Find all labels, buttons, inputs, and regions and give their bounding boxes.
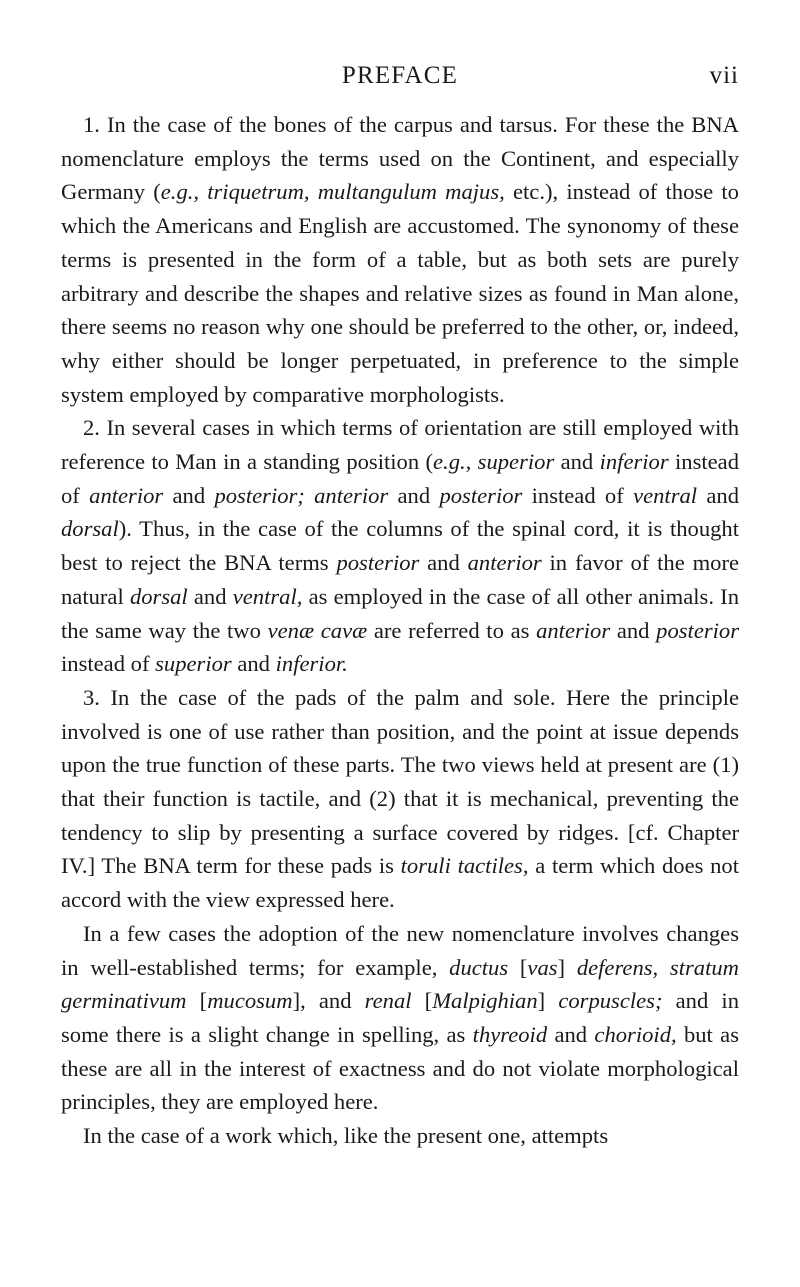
- text-run: instead of: [61, 449, 739, 508]
- text-run: and: [547, 1021, 595, 1047]
- italic-term: deferens, stratum germinativum: [61, 954, 739, 1014]
- text-run: 1. In the case of the bones of the carpus and tarsus. For these the BNA nomenclature employs the terms used on the Continent, and especially Germany (: [61, 112, 739, 205]
- text-run: in favor of the more natural: [61, 550, 739, 609]
- italic-term: posterior: [656, 617, 740, 643]
- book-page: [61, 56, 739, 1153]
- italic-term: posterior; anterior: [214, 482, 389, 508]
- text-run: ). Thus, in the case of the columns of the spinal cord, it is thought best to reject the BNA terms: [61, 516, 739, 576]
- paragraph-present-work: [61, 1119, 739, 1153]
- text-run: ]: [557, 954, 577, 980]
- text-run: instead of: [61, 651, 156, 677]
- italic-term: ventral,: [232, 583, 303, 609]
- italic-term: e.g., triquetrum, multangulum majus,: [160, 179, 505, 205]
- text-run: and: [388, 482, 440, 508]
- italic-term: superior: [155, 651, 232, 677]
- italic-term: posterior: [439, 482, 523, 508]
- text-run: and: [697, 482, 739, 508]
- text-run: In the case of a work which, like the present one, attempts: [83, 1123, 609, 1149]
- text-run: 3. In the case of the pads of the palm and sole. Here the principle involved is one of use rather than position, and the point at issue depends upon the true function of these parts. The two views held at present are (1) that their function is tactile, and (2) that it is mechanical, preventing the tendency to slip by presenting a surface covered by ridges. [cf. Chapter IV.] The BNA term for these pads is: [61, 684, 739, 879]
- text-run: instead of: [522, 482, 634, 508]
- text-run: ], and: [292, 988, 365, 1014]
- italic-term: vas: [527, 954, 558, 980]
- text-run: a term which does not accord with the view expressed here.: [61, 853, 739, 913]
- italic-term: inferior.: [275, 651, 348, 677]
- italic-term: corpuscles;: [558, 988, 663, 1014]
- italic-term: renal: [364, 988, 412, 1014]
- text-run: but as these are all in the interest of exactness and do not violate morphological principles, they are employed here.: [61, 1021, 739, 1115]
- running-head: [61, 56, 739, 100]
- italic-term: Malpighian: [432, 988, 538, 1014]
- text-run: and: [163, 482, 215, 508]
- text-run: and: [187, 583, 233, 609]
- italic-term: chorioid,: [594, 1021, 677, 1047]
- text-run: and: [419, 550, 468, 576]
- italic-term: toruli tactiles,: [400, 853, 529, 879]
- running-head-title: PREFACE: [341, 62, 459, 89]
- text-run: and: [231, 651, 276, 677]
- text-run: and in some there is a slight change in spelling, as: [61, 988, 739, 1047]
- text-run: are referred to as: [367, 617, 537, 643]
- page-number: vii: [709, 62, 739, 89]
- text-run: [: [508, 954, 528, 980]
- text-run: 2. In several cases in which terms of orientation are still employed with reference to Man in a standing position (: [61, 415, 739, 475]
- text-run: as employed in the case of all other animals. In the same way the two: [61, 583, 739, 643]
- italic-term: anterior: [89, 482, 164, 508]
- italic-term: e.g., superior: [433, 449, 555, 475]
- text-run: In a few cases the adoption of the new nomenclature involves changes in well-established terms; for example,: [61, 920, 739, 980]
- italic-term: anterior: [467, 550, 542, 576]
- italic-term: venæ cavæ: [267, 617, 368, 643]
- text-run: and: [610, 617, 657, 643]
- italic-term: mucosum: [207, 988, 293, 1014]
- text-run: ]: [537, 988, 559, 1014]
- italic-term: inferior: [599, 449, 669, 475]
- text-run: [: [411, 988, 433, 1014]
- text-run: and: [554, 449, 600, 475]
- italic-term: ventral: [633, 482, 698, 508]
- italic-term: thyreoid: [472, 1021, 548, 1047]
- italic-term: anterior: [536, 617, 611, 643]
- paragraph-palm-sole-pads: [61, 681, 739, 917]
- body-text: [61, 108, 739, 1153]
- text-run: etc.), instead of those to which the Americans and English are accustomed. The synonomy of these terms is presented in the form of a table, but as both sets are purely arbitrary and describe the shapes and relative sizes as found in Man alone, there seems no reason why one should be preferred to the other, or, indeed, why either should be longer perpetuated, in preference to the simple system employed by comparative morphologists.: [61, 179, 739, 407]
- italic-term: ductus: [449, 954, 509, 980]
- italic-term: dorsal: [61, 516, 119, 542]
- paragraph-orientation-terms: [61, 411, 739, 681]
- paragraph-new-nomenclature: [61, 917, 739, 1119]
- paragraph-carpus-tarsus: [61, 108, 739, 411]
- text-run: [: [186, 988, 208, 1014]
- italic-term: posterior: [336, 550, 420, 576]
- italic-term: dorsal: [129, 583, 188, 609]
